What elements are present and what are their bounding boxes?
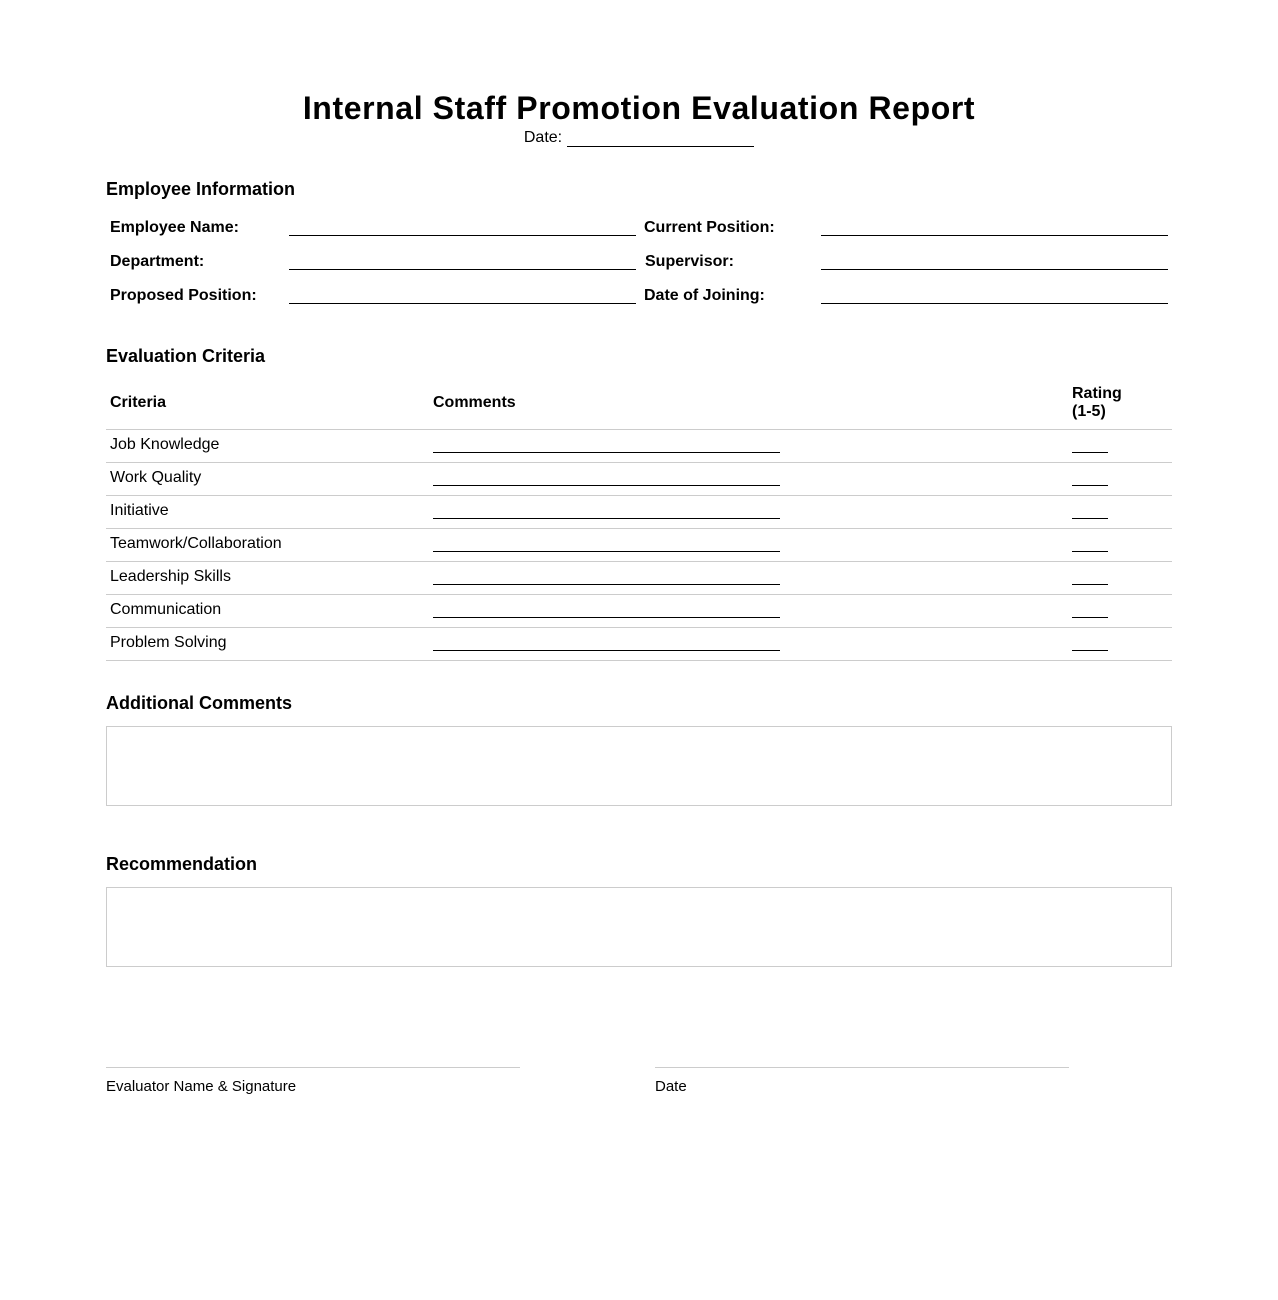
comment-field-initiative[interactable] [433, 518, 780, 519]
row-divider [106, 561, 1172, 562]
report-date-label: Date: [523, 129, 563, 146]
signature-date-line[interactable] [655, 1067, 1069, 1068]
rating-field-work-quality[interactable] [1072, 485, 1108, 486]
criteria-leadership-skills: Leadership Skills [110, 568, 231, 585]
signature-date-label: Date [655, 1078, 687, 1095]
column-header-rating-line2: (1-5) [1072, 403, 1106, 420]
row-divider [106, 660, 1172, 661]
additional-comments-box[interactable] [106, 726, 1172, 806]
supervisor-label: Supervisor: [645, 253, 734, 270]
comment-field-work-quality[interactable] [433, 485, 780, 486]
column-header-rating-line1: Rating [1072, 385, 1122, 402]
table-header-divider [106, 429, 1172, 430]
proposed-position-label: Proposed Position: [110, 287, 257, 304]
row-divider [106, 594, 1172, 595]
column-header-comments: Comments [433, 394, 516, 411]
criteria-work-quality: Work Quality [110, 469, 202, 486]
page-title: Internal Staff Promotion Evaluation Report [302, 90, 976, 126]
employee-name-label: Employee Name: [110, 219, 239, 236]
current-position-field[interactable] [821, 235, 1168, 236]
rating-field-leadership-skills[interactable] [1072, 584, 1108, 585]
comment-field-teamwork[interactable] [433, 551, 780, 552]
recommendation-heading: Recommendation [106, 854, 258, 874]
employee-name-field[interactable] [289, 235, 636, 236]
additional-comments-heading: Additional Comments [106, 693, 293, 713]
rating-field-problem-solving[interactable] [1072, 650, 1108, 651]
rating-field-job-knowledge[interactable] [1072, 452, 1108, 453]
row-divider [106, 462, 1172, 463]
evaluator-signature-line[interactable] [106, 1067, 520, 1068]
rating-field-communication[interactable] [1072, 617, 1108, 618]
criteria-problem-solving: Problem Solving [110, 634, 227, 651]
date-of-joining-field[interactable] [821, 303, 1168, 304]
current-position-label: Current Position: [644, 219, 775, 236]
comment-field-communication[interactable] [433, 617, 780, 618]
row-divider [106, 528, 1172, 529]
evaluation-criteria-heading: Evaluation Criteria [106, 346, 266, 366]
row-divider [106, 627, 1172, 628]
criteria-job-knowledge: Job Knowledge [110, 436, 220, 453]
department-label: Department: [110, 253, 205, 270]
evaluator-signature-label: Evaluator Name & Signature [106, 1078, 297, 1095]
employee-info-heading: Employee Information [106, 179, 296, 199]
column-header-rating [1072, 385, 1122, 421]
proposed-position-field[interactable] [289, 303, 636, 304]
rating-field-initiative[interactable] [1072, 518, 1108, 519]
rating-field-teamwork[interactable] [1072, 551, 1108, 552]
supervisor-field[interactable] [821, 269, 1168, 270]
comment-field-job-knowledge[interactable] [433, 452, 780, 453]
comment-field-leadership-skills[interactable] [433, 584, 780, 585]
comment-field-problem-solving[interactable] [433, 650, 780, 651]
recommendation-box[interactable] [106, 887, 1172, 967]
date-of-joining-label: Date of Joining: [644, 287, 765, 304]
row-divider [106, 495, 1172, 496]
column-header-criteria: Criteria [110, 394, 167, 411]
criteria-teamwork: Teamwork/Collaboration [110, 535, 282, 552]
criteria-initiative: Initiative [110, 502, 169, 519]
criteria-communication: Communication [110, 601, 222, 618]
report-date-row [0, 129, 1278, 147]
department-field[interactable] [289, 269, 636, 270]
report-date-field[interactable] [567, 130, 754, 147]
